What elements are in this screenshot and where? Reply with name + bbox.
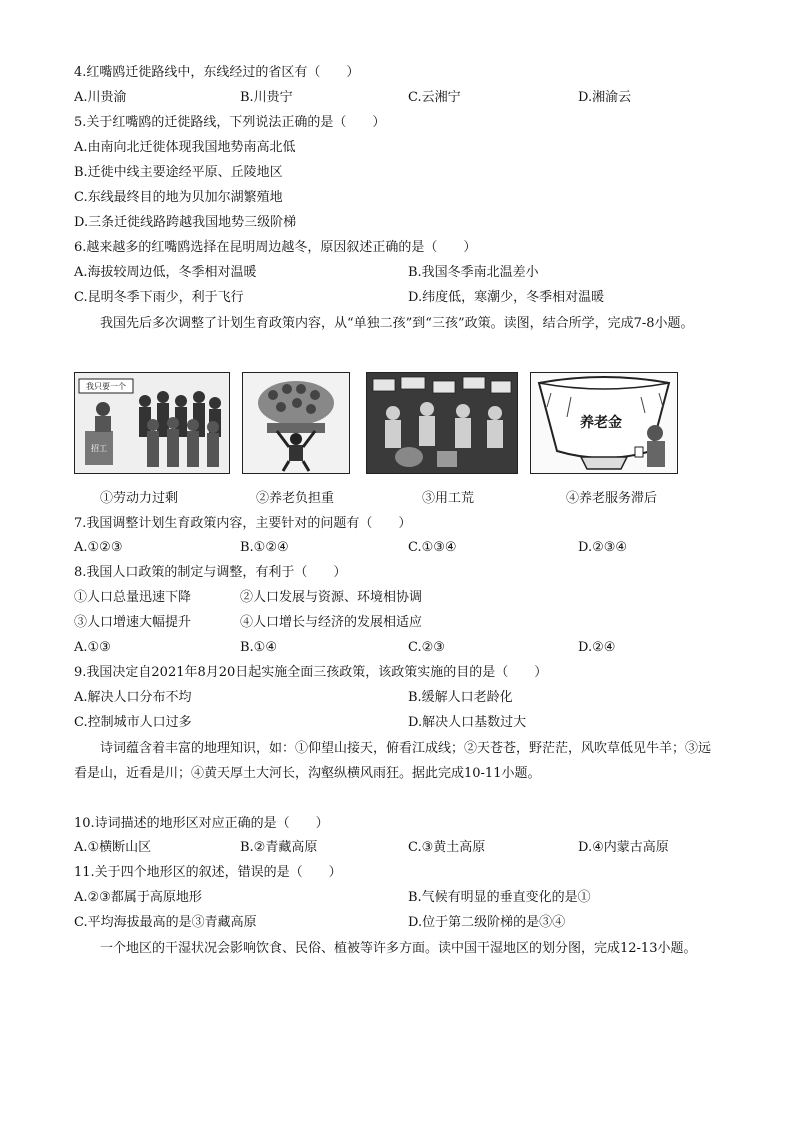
q4-option-a: A.川贵渝	[74, 90, 127, 105]
q5-option-d: D.三条迁徙线路跨越我国地势三级阶梯	[74, 215, 297, 230]
q6-option-b: B.我国冬季南北温差小	[408, 265, 539, 280]
q11-option-c: C.平均海拔最高的是③青藏高原	[74, 915, 257, 930]
cartoon-pension-fund	[530, 372, 678, 474]
panel4-label: 养老金	[580, 415, 622, 431]
q8-option-c: C.②③	[408, 640, 445, 655]
q4-option-b: B.川贵宁	[240, 90, 293, 105]
q7-option-d: D.②③④	[578, 540, 628, 555]
q11-stem: 11.关于四个地形区的叙述，错误的是（ ）	[74, 865, 342, 880]
q5-stem: 5.关于红嘴鸥的迁徙路线，下列说法正确的是（ ）	[74, 115, 386, 130]
q6-option-d: D.纬度低，寒潮少，冬季相对温暖	[408, 290, 605, 305]
q9-option-c: C.控制城市人口过多	[74, 715, 192, 730]
caption-3: ③用工荒	[422, 491, 475, 506]
cartoon-labor-surplus	[74, 372, 230, 474]
cartoon-elderly-burden	[242, 372, 350, 474]
intro-10-11: 诗词蕴含着丰富的地理知识，如：①仰望山接天，俯看江成线；②天苍苍，野茫茫，风吹草低见牛羊；③远看是山，近看是川；④黄天厚土大河长，沟壑纵横风雨狂。据此完成10-11小题。	[74, 741, 712, 781]
q9-stem: 9.我国决定自2021年8月20日起实施全面三孩政策，该政策实施的目的是（ ）	[74, 665, 548, 680]
q5-option-b: B.迁徙中线主要途经平原、丘陵地区	[74, 165, 283, 180]
caption-1: ①劳动力过剩	[100, 491, 179, 506]
q6-option-c: C.昆明冬季下雨少，利于飞行	[74, 290, 244, 305]
q9-option-d: D.解决人口基数过大	[408, 715, 527, 730]
q6-option-a: A.海拔较周边低，冬季相对温暖	[74, 265, 257, 280]
intro-7-8: 我国先后多次调整了计划生育政策内容，从“单独二孩”到“三孩”政策。读图，结合所学，完成7-8小题。	[100, 316, 694, 331]
q8-statement-3: ③人口增速大幅提升	[74, 615, 192, 630]
q5-option-a: A.由南向北迁徙体现我国地势南高北低	[74, 140, 296, 155]
q11-option-b: B.气候有明显的垂直变化的是①	[408, 890, 591, 905]
caption-2: ②养老负担重	[256, 491, 335, 506]
q8-stem: 8.我国人口政策的制定与调整，有利于（ ）	[74, 565, 347, 580]
caption-4: ④养老服务滞后	[566, 491, 658, 506]
q7-option-c: C.①③④	[408, 540, 457, 555]
cartoon-labor-shortage	[366, 372, 518, 474]
q8-statement-2: ②人口发展与资源、环境相协调	[240, 590, 423, 605]
intro-12-13: 一个地区的干湿状况会影响饮食、民俗、植被等许多方面。读中国干湿地区的划分图，完成12-13小题。	[100, 941, 697, 956]
q7-option-a: A.①②③	[74, 540, 123, 555]
q8-statement-1: ①人口总量迅速下降	[74, 590, 192, 605]
q4-stem: 4.红嘴鸥迁徙路线中，东线经过的省区有（ ）	[74, 65, 360, 80]
panel1-box-text: 招工	[91, 444, 107, 453]
q6-stem: 6.越来越多的红嘴鸥选择在昆明周边越冬，原因叙述正确的是（ ）	[74, 240, 477, 255]
q10-option-b: B.②青藏高原	[240, 840, 318, 855]
q10-option-d: D.④内蒙古高原	[578, 840, 669, 855]
q10-option-c: C.③黄土高原	[408, 840, 486, 855]
q8-option-a: A.①③	[74, 640, 111, 655]
q8-option-b: B.①④	[240, 640, 277, 655]
q11-option-a: A.②③都属于高原地形	[74, 890, 202, 905]
q9-option-a: A.解决人口分布不均	[74, 690, 192, 705]
q9-option-b: B.缓解人口老龄化	[408, 690, 513, 705]
panel1-sign-text: 我只要一个	[86, 382, 126, 391]
q11-option-d: D.位于第二级阶梯的是③④	[408, 915, 566, 930]
q8-statement-4: ④人口增长与经济的发展相适应	[240, 615, 423, 630]
q4-option-c: C.云湘宁	[408, 90, 461, 105]
q5-option-c: C.东线最终目的地为贝加尔湖繁殖地	[74, 190, 283, 205]
q8-option-d: D.②④	[578, 640, 616, 655]
q7-stem: 7.我国调整计划生育政策内容，主要针对的问题有（ ）	[74, 516, 412, 531]
q10-stem: 10.诗词描述的地形区对应正确的是（ ）	[74, 816, 329, 831]
q10-option-a: A.①横断山区	[74, 840, 152, 855]
q7-option-b: B.①②④	[240, 540, 289, 555]
q4-option-d: D.湘渝云	[578, 90, 632, 105]
